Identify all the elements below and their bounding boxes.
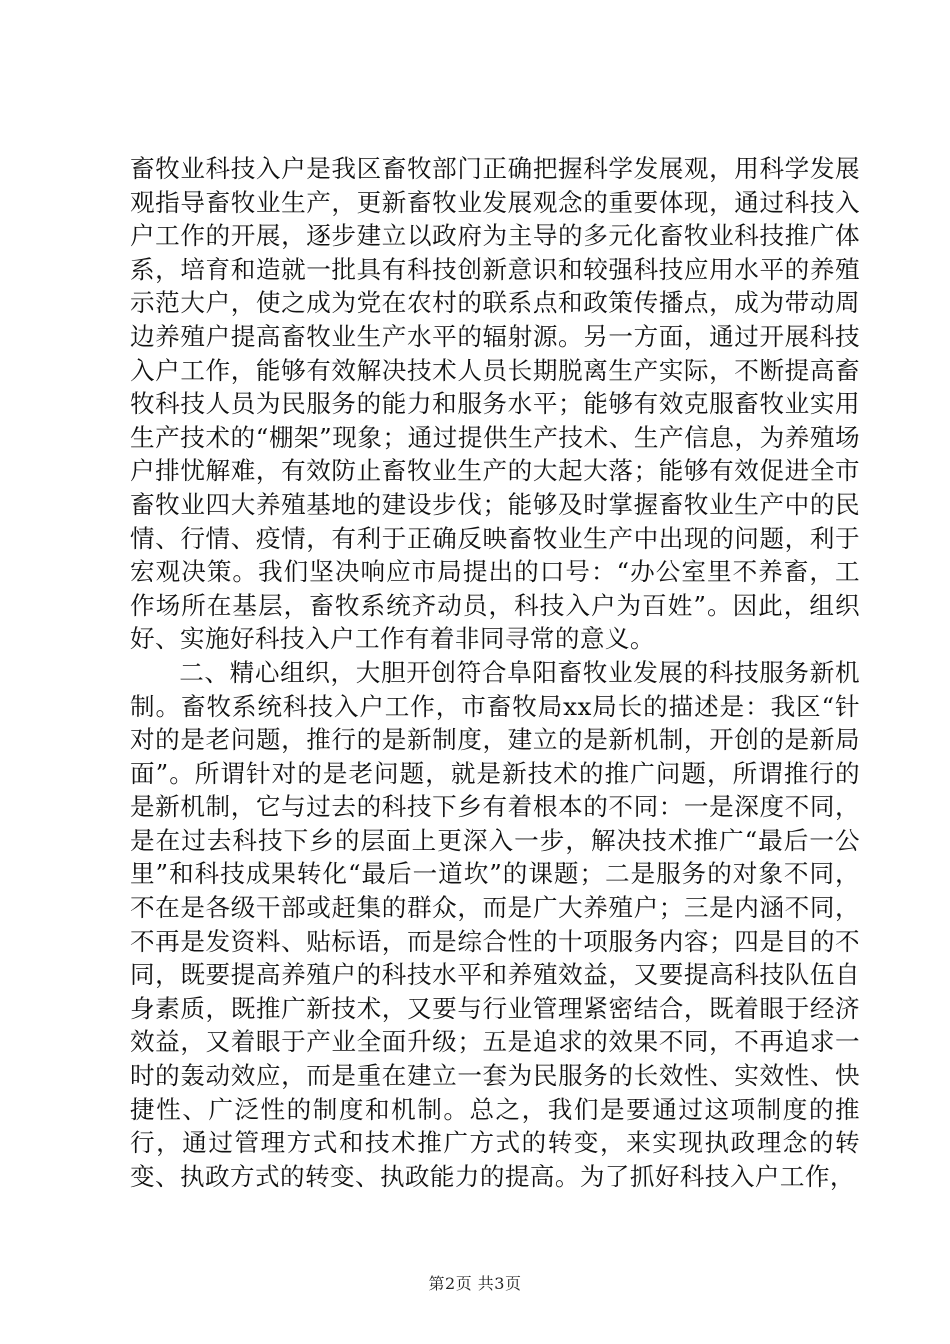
- page-number-label: 第2页 共3页: [428, 1274, 522, 1293]
- paragraph-1: 畜牧业科技入户是我区畜牧部门正确把握科学发展观，用科学发展观指导畜牧业生产，更新畜牧业发展观念的重要体现，通过科技入户工作的开展，逐步建立以政府为主导的多元化畜牧业科技推广体系，培育和造就一批具有科技创新意识和较强科技应用水平的养殖示范大户，使之成为党在农村的联系点和政策传播点，成为带动周边养殖户提高畜牧业生产水平的辐射源。另一方面，通过开展科技入户工作，能够有效解决技术人员长期脱离生产实际，不断提高畜牧科技人员为民服务的能力和服务水平；能够有效克服畜牧业实用生产技术的“棚架”现象；通过提供生产技术、生产信息，为养殖场户排忧解难，有效防止畜牧业生产的大起大落；能够有效促进全市畜牧业四大养殖基地的建设步伐；能够及时掌握畜牧业生产中的民情、行情、疫情，有利于正确反映畜牧业生产中出现的问题，利于宏观决策。我们坚决响应市局提出的口号：“办公室里不养畜，工作场所在基层，畜牧系统齐动员，科技入户为百姓”。因此，组织好、实施好科技入户工作有着非同寻常的意义。: [130, 154, 860, 654]
- paragraph-2: 二、精心组织，大胆开创符合阜阳畜牧业发展的科技服务新机制。畜牧系统科技入户工作，市畜牧局xx局长的描述是：我区“针对的是老问题，推行的是新制度，建立的是新机制，开创的是新局面”。所谓针对的是老问题，就是新技术的推广问题，所谓推行的是新机制，它与过去的科技下乡有着根本的不同：一是深度不同，是在过去科技下乡的层面上更深入一步，解决技术推广“最后一公里”和科技成果转化“最后一道坎”的课题；二是服务的对象不同，不在是各级干部或赶集的群众，而是广大养殖户；三是内涵不同，不再是发资料、贴标语，而是综合性的十项服务内容；四是目的不同，既要提高养殖户的科技水平和养殖效益，又要提高科技队伍自身素质，既推广新技术，又要与行业管理紧密结合，既着眼于经济效益，又着眼于产业全面升级；五是追求的效果不同，不再追求一时的轰动效应，而是重在建立一套为民服务的长效性、实效性、快捷性、广泛性的制度和机制。总之，我们是要通过这项制度的推行，通过管理方式和技术推广方式的转变，来实现执政理念的转变、执政方式的转变、执政能力的提高。为了抓好科技入户工作，: [130, 657, 860, 1191]
- page-footer: [0, 1271, 950, 1294]
- document-body: [130, 152, 860, 1193]
